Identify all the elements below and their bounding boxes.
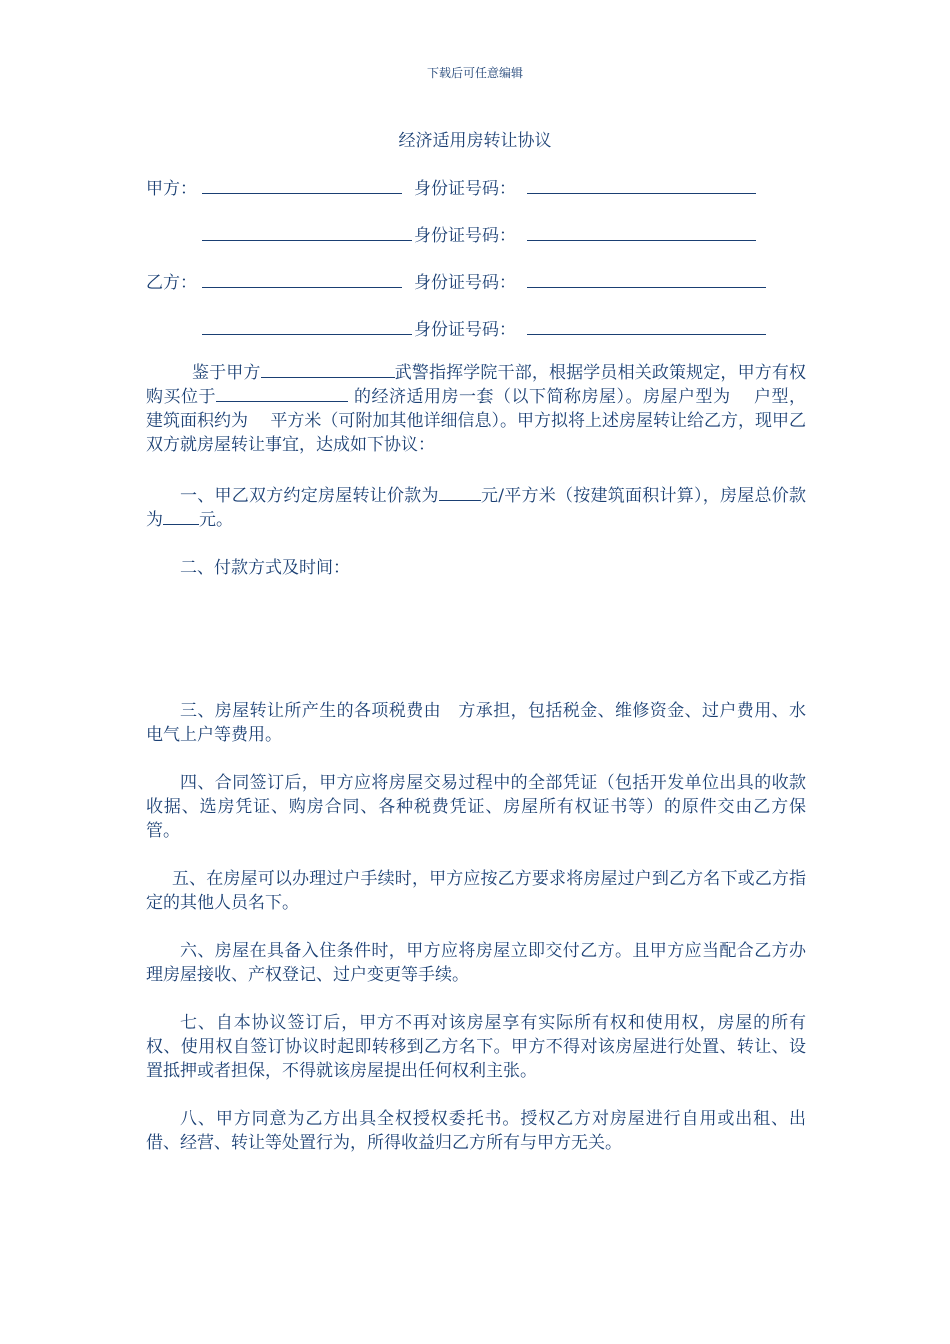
id-number-label: 身份证号码： bbox=[414, 179, 516, 199]
clause-7: 七、自本协议签订后，甲方不再对该房屋享有实际所有权和使用权，房屋的所有权、使用权自签订协议时起即转移到乙方名下。甲方不得对该房屋进行处置、转让、设置抵押或者担保，不得就该房屋提出任何权利主张。 bbox=[146, 1013, 806, 1081]
total-price-blank bbox=[163, 508, 199, 525]
preamble-text-3: 的经济适用房一套（以下简称房屋）。房屋户型为 户型，建筑面积约为 平方米（可附加其他详细信息）。甲方拟将上述房屋转让给乙方，现甲乙双方就房屋转让事宜，达成如下协议： bbox=[146, 387, 807, 455]
party-a-name-inline-blank bbox=[261, 361, 395, 378]
page-header: 下载后可任意编辑 bbox=[426, 66, 523, 80]
party-b-name-blank bbox=[202, 287, 402, 288]
clause-1-text-c: 元。 bbox=[199, 510, 233, 530]
document-title: 经济适用房转让协议 bbox=[398, 131, 552, 151]
clause-3: 三、房屋转让所产生的各项税费由 方承担，包括税金、维修资金、过户费用、水电气上户等费用。 bbox=[146, 701, 806, 745]
id-number-label: 身份证号码： bbox=[414, 226, 516, 246]
clause-1-text-b: 元/平方米（按建筑面积计算），房屋总价款为 bbox=[146, 486, 807, 530]
clause-4: 四、合同签订后，甲方应将房屋交易过程中的全部凭证（包括开发单位出具的收款收据、选房凭证、购房合同、各种税费凭证、房屋所有权证书等）的原件交由乙方保管。 bbox=[146, 773, 806, 841]
party-b-id-blank bbox=[527, 287, 766, 288]
party-b-id-blank-2 bbox=[527, 334, 766, 335]
preamble-paragraph bbox=[146, 361, 806, 457]
party-a-name-blank-2 bbox=[202, 240, 412, 241]
id-number-label: 身份证号码： bbox=[414, 320, 516, 340]
party-a-id-blank-2 bbox=[527, 240, 756, 241]
property-location-blank bbox=[216, 385, 348, 402]
clause-8: 八、甲方同意为乙方出具全权授权委托书。授权乙方对房屋进行自用或出租、出借、经营、转让等处置行为，所得收益归乙方所有与甲方无关。 bbox=[146, 1109, 806, 1153]
party-a-label: 甲方： bbox=[146, 179, 197, 199]
unit-price-blank bbox=[439, 484, 481, 501]
clause-2: 二、付款方式及时间： bbox=[180, 558, 350, 578]
clause-1 bbox=[146, 484, 806, 532]
party-a-name-blank bbox=[202, 193, 402, 194]
clause-1-text-a: 一、甲乙双方约定房屋转让价款为 bbox=[180, 486, 439, 506]
party-b-name-blank-2 bbox=[202, 334, 412, 335]
clause-5: 五、在房屋可以办理过户手续时，甲方应按乙方要求将房屋过户到乙方名下或乙方指定的其他人员名下。 bbox=[146, 869, 806, 913]
party-a-id-blank bbox=[527, 193, 756, 194]
id-number-label: 身份证号码： bbox=[414, 273, 516, 293]
clause-6: 六、房屋在具备入住条件时，甲方应将房屋立即交付乙方。且甲方应当配合乙方办理房屋接收、产权登记、过户变更等手续。 bbox=[146, 941, 806, 985]
party-b-label: 乙方： bbox=[146, 273, 197, 293]
preamble-text-2: 武警指挥学院干部，根据学员相关政策规定，甲方有权购买位于 bbox=[146, 363, 807, 407]
preamble-text-1: 鉴于甲方 bbox=[192, 363, 261, 383]
